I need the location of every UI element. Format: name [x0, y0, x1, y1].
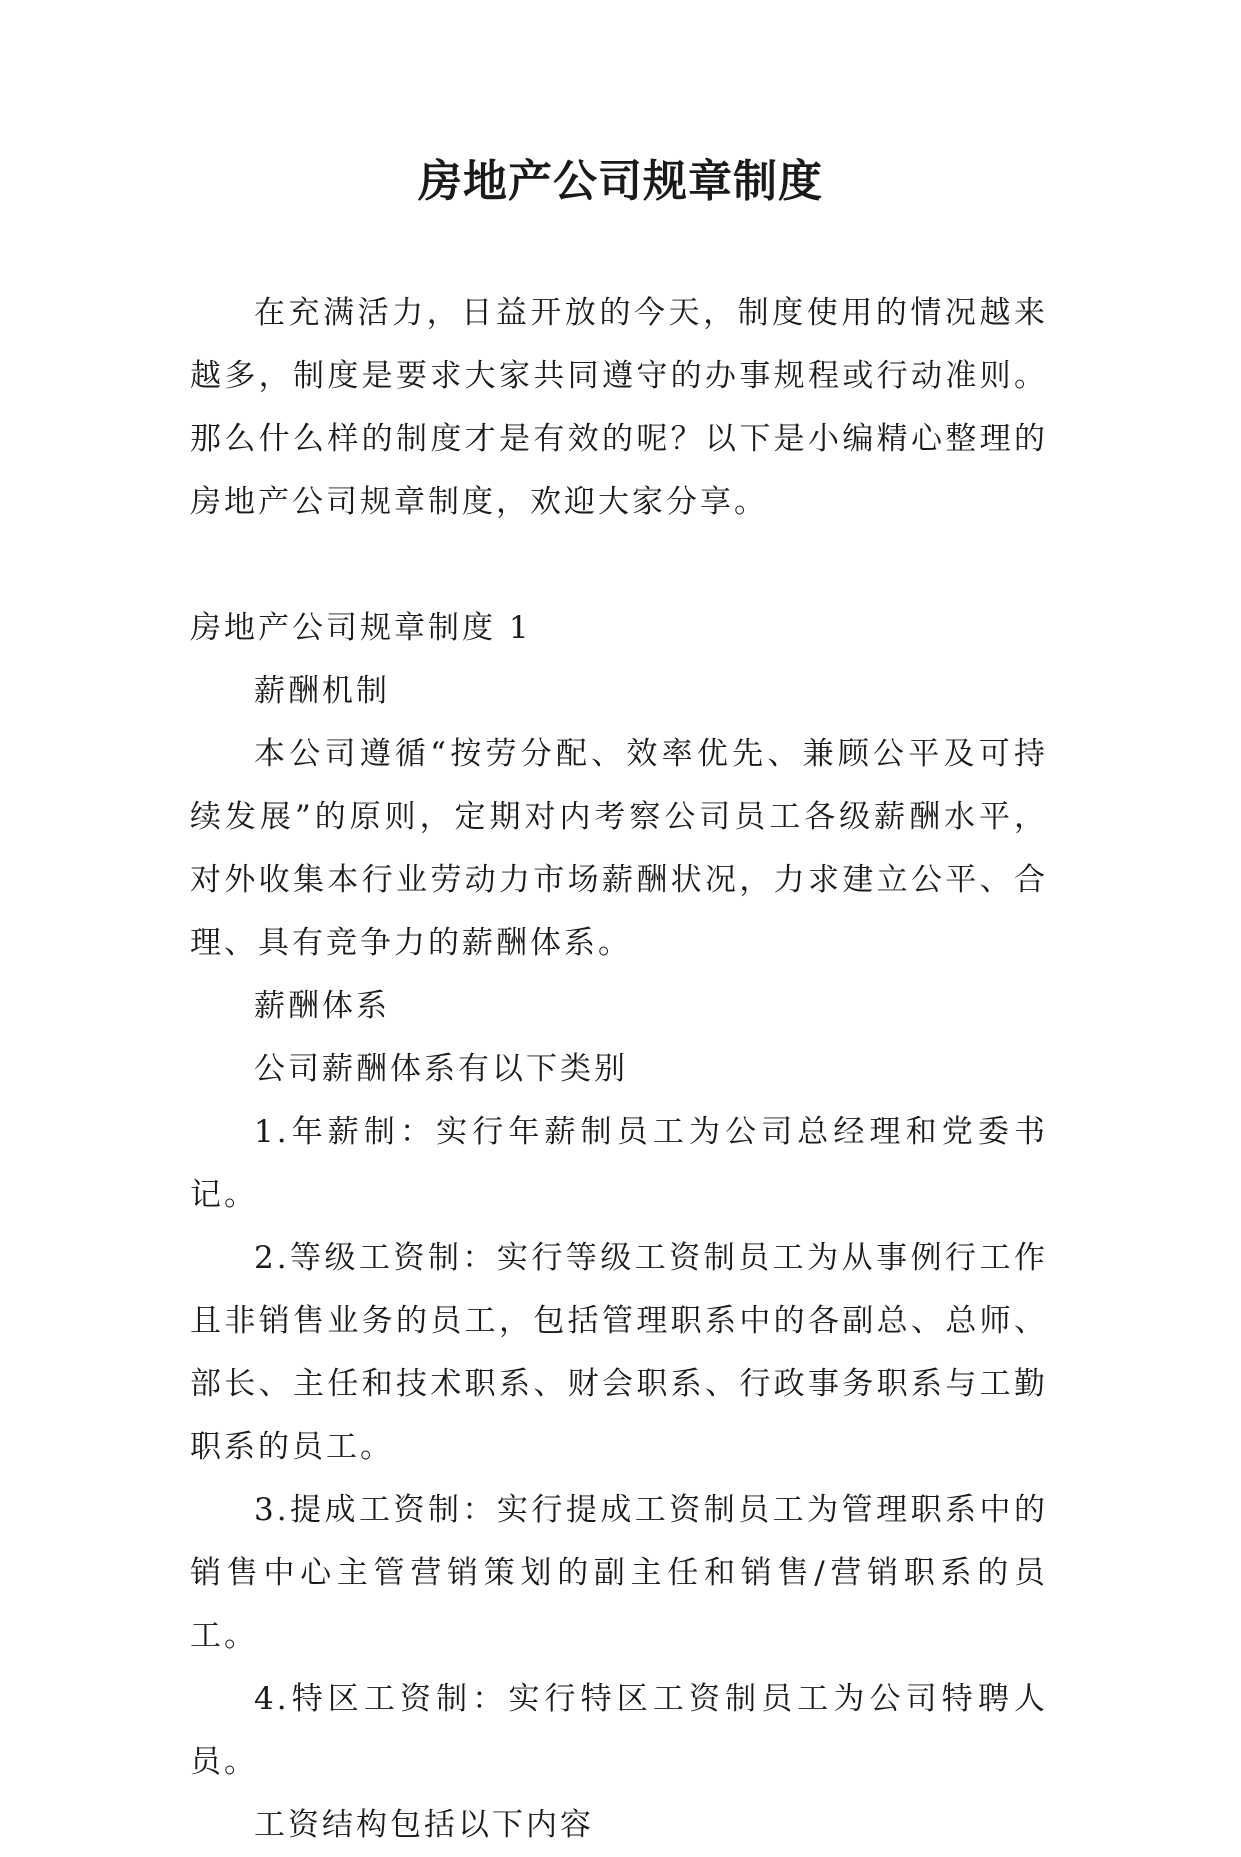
body-paragraph: 公司薪酬体系有以下类别	[254, 1051, 628, 1087]
subheading-salary-system: 薪酬体系	[254, 988, 390, 1024]
list-item-commission-salary: 3.提成工资制：实行提成工资制员工为管理职系中的销售中心主管营销策划的副主任和销售/营销职系的员工。	[190, 1492, 1048, 1654]
list-item-special-salary: 4.特区工资制：实行特区工资制员工为公司特聘人员。	[190, 1681, 1048, 1780]
intro-paragraph: 在充满活力，日益开放的今天，制度使用的情况越来越多，制度是要求大家共同遵守的办事规程或行动准则。那么什么样的制度才是有效的呢？以下是小编精心整理的房地产公司规章制度，欢迎大家分享。	[190, 295, 1048, 520]
list-item-grade-salary: 2.等级工资制：实行等级工资制员工为从事例行工作且非销售业务的员工，包括管理职系中的各副总、总师、部长、主任和技术职系、财会职系、行政事务职系与工勤职系的员工。	[190, 1240, 1048, 1465]
body-paragraph: 工资结构包括以下内容	[254, 1807, 594, 1843]
paragraph-spacer	[190, 534, 1048, 597]
document-title: 房地产公司规章制度	[418, 156, 823, 207]
section-heading: 房地产公司规章制度 1	[190, 610, 532, 646]
list-item-annual-salary: 1.年薪制：实行年薪制员工为公司总经理和党委书记。	[190, 1114, 1048, 1213]
subheading-salary-mechanism: 薪酬机制	[254, 673, 390, 709]
document-body	[190, 282, 1048, 1857]
body-paragraph: 本公司遵循“按劳分配、效率优先、兼顾公平及可持续发展”的原则，定期对内考察公司员工各级薪酬水平，对外收集本行业劳动力市场薪酬状况，力求建立公平、合理、具有竞争力的薪酬体系。	[190, 736, 1048, 961]
